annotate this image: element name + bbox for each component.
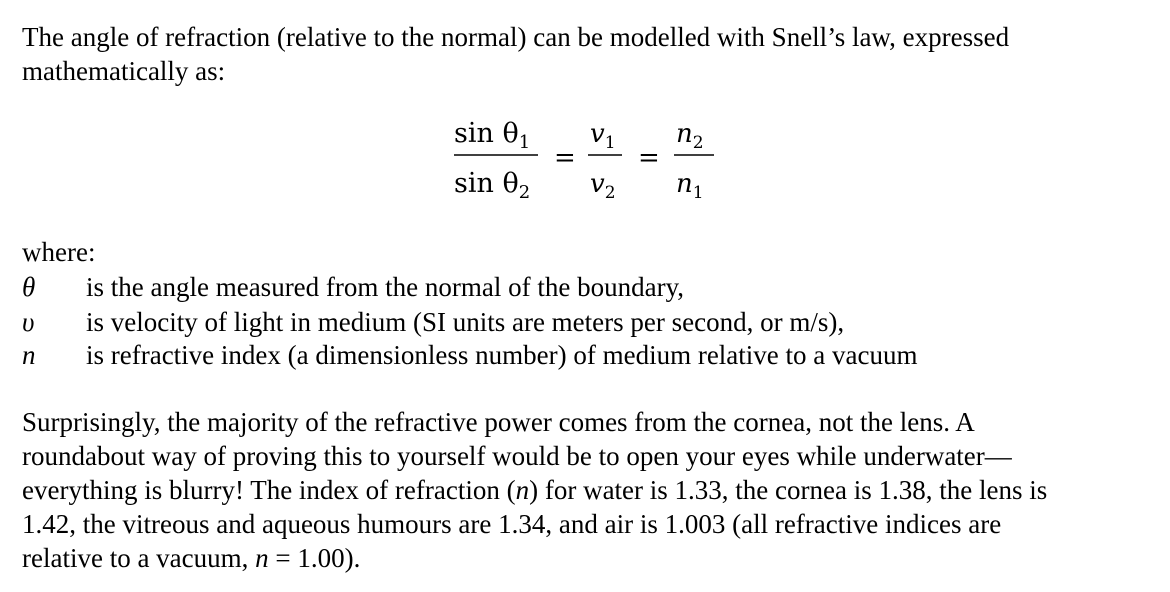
closing-line-2: roundabout way of proving this to yourself would be to open your eyes while underwater—	[22, 441, 1012, 471]
definition-velocity-text: is velocity of light in medium (SI units are meters per second, or m/s),	[86, 307, 845, 337]
snells-law-formula	[452, 116, 742, 208]
definition-refractive-index-text: is refractive index (a dimensionless number) of medium relative to a vacuum	[86, 340, 918, 370]
symbol-velocity: υ	[22, 307, 35, 337]
term1-denominator: $\sin \theta_2$	[454, 168, 531, 203]
symbol-theta: θ	[22, 272, 36, 302]
intro-line-1: The angle of refraction (relative to the normal) can be modelled with Snell’s law, expressed	[22, 22, 1010, 52]
symbol-refractive-index: n	[22, 340, 36, 370]
where-label: where:	[22, 237, 96, 267]
term2-denominator: $v_2$	[590, 169, 616, 203]
term3-numerator: $n_2$	[676, 119, 704, 153]
term2-numerator: $v_1$	[590, 119, 616, 153]
definition-theta-text: is the angle measured from the normal of the boundary,	[86, 272, 685, 302]
term3-denominator: $n_1$	[676, 169, 704, 203]
closing-paragraph	[22, 405, 1152, 575]
closing-line-3: everything is blurry! The index of refraction (n) for water is 1.33, the cornea is 1.38, the lens is	[22, 475, 1048, 505]
variable-n: n	[255, 543, 269, 573]
variable-n: n	[515, 475, 530, 505]
closing-line-4: 1.42, the vitreous and aqueous humours are 1.34, and air is 1.003 (all refractive indices are	[22, 509, 1002, 539]
closing-line-1: Surprisingly, the majority of the refractive power comes from the cornea, not the lens. A	[22, 407, 975, 437]
equals-sign-2: =	[638, 143, 660, 173]
intro-paragraph	[22, 20, 1142, 88]
closing-line-5: relative to a vacuum, n = 1.00).	[22, 543, 361, 573]
equals-sign-1: =	[554, 143, 576, 173]
intro-line-2: mathematically as:	[22, 56, 226, 86]
term1-numerator: $\sin \theta_1$	[454, 118, 531, 153]
